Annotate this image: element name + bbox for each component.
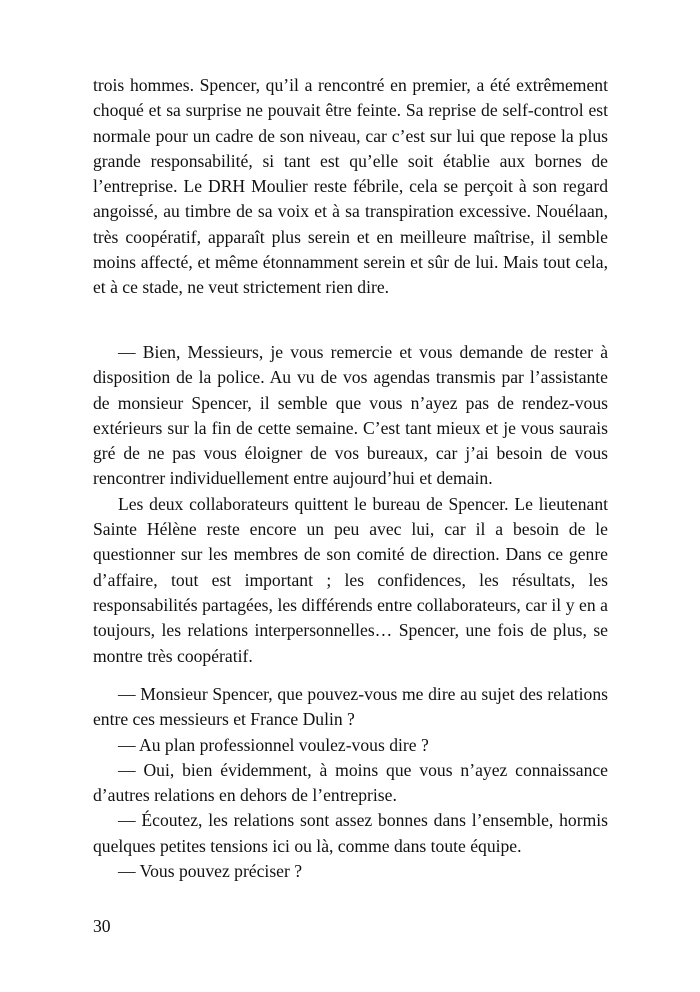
paragraph-narration: trois hommes. Spencer, qu’il a rencontré en premier, a été extrêmement choqué et sa surprise ne pouvait être feinte. Sa reprise de self-control est normale pour un cadre de son niveau, car c’est sur lui que repose la plus grande responsabilité, si tant est qu’elle soit établie aux bornes de l’entreprise. Le DRH Moulier reste fébrile, cela se perçoit à son regard angoissé, au timbre de sa voix et à sa transpiration excessive. Nouélaan, très coopératif, apparaît plus serein et en meilleure maîtrise, il semble moins affecté, et même étonnamment serein et sûr de lui. Mais tout cela, et à ce stade, ne veut strictement rien dire. bbox=[93, 75, 608, 298]
text-block-narration bbox=[93, 73, 608, 301]
paragraph-narration: Les deux collaborateurs quittent le bureau de Spencer. Le lieutenant Sainte Hélène reste encore un peu avec lui, car il a besoin de le questionner sur les membres de son comité de direction. Dans ce genre d’affaire, tout est important ; les confidences, les résultats, les responsabilités partagées, les différends entre collaborateurs, car il y en a toujours, les relations interpersonnelles… Spencer, une fois de plus, se montre très coopératif. bbox=[93, 493, 608, 666]
paragraph-dialogue: — Écoutez, les relations sont assez bonnes dans l’ensemble, hormis quelques petites tensions ici ou là, comme dans toute équipe. bbox=[93, 810, 608, 856]
paragraph-dialogue: — Bien, Messieurs, je vous remercie et vous demande de rester à disposition de la police. Au vu de vos agendas transmis par l’assistante de monsieur Spencer, il semble que vous n’ayez pas de rendez-vous extérieurs sur la fin de cette semaine. C’est tant mieux et je vous saurais gré de ne pas vous éloigner de vos bureaux, car j’ai besoin de vous rencontrer individuellement entre aujourd’hui et demain. bbox=[93, 342, 608, 489]
paragraph-dialogue: — Au plan professionnel voulez-vous dire ? bbox=[118, 734, 429, 755]
paragraph-dialogue: — Monsieur Spencer, que pouvez-vous me dire au sujet des relations entre ces messieurs et France Dulin ? bbox=[93, 684, 608, 730]
text-block-dialogue-1 bbox=[93, 340, 608, 669]
paragraph-dialogue: — Vous pouvez préciser ? bbox=[118, 861, 303, 882]
text-block-dialogue-2 bbox=[93, 682, 608, 884]
page-number: 30 bbox=[93, 916, 111, 936]
paragraph-dialogue: — Oui, bien évidemment, à moins que vous n’ayez connaissance d’autres relations en dehors de l’entreprise. bbox=[93, 759, 608, 806]
